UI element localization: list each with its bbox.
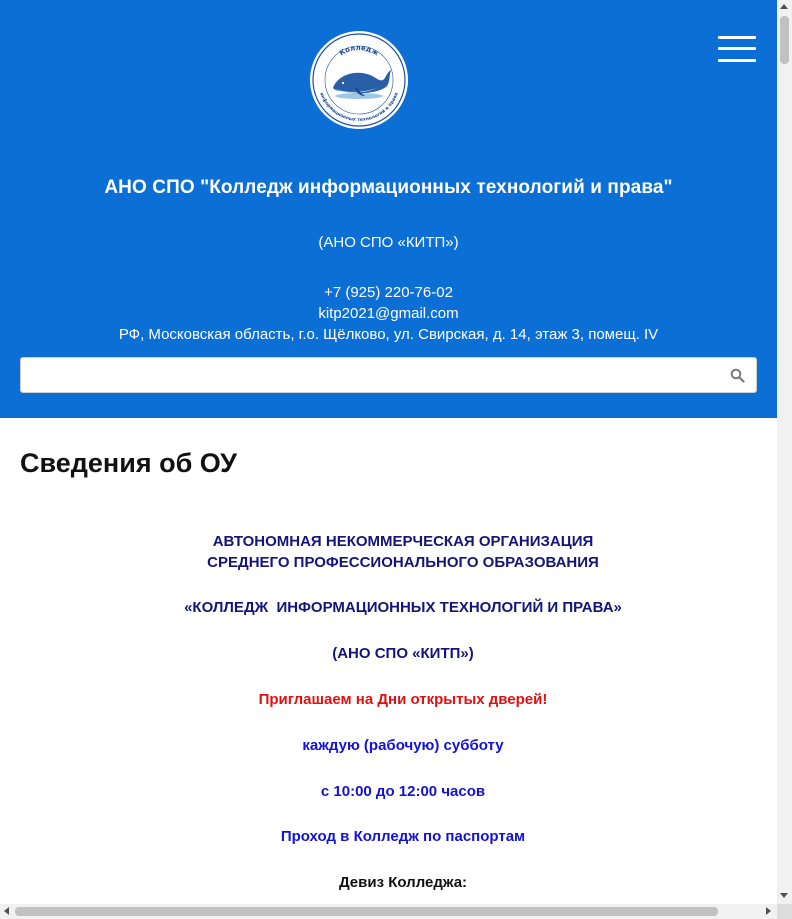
menu-bar [718, 59, 756, 62]
scroll-up-arrow-icon[interactable] [780, 4, 788, 9]
phone-number[interactable]: +7 (925) 220-76-02 [324, 284, 453, 301]
vertical-scrollbar[interactable] [777, 0, 792, 904]
college-abbreviation: (АНО СПО «КИТП») [332, 645, 474, 662]
whale-logo-icon [309, 30, 409, 130]
site-header [0, 0, 777, 418]
entry-note: Проход в Колледж по паспортам [280, 828, 526, 845]
horizontal-scrollbar[interactable] [0, 904, 777, 919]
svg-text:Колледж: Колледж [337, 43, 380, 58]
page-title: Сведения об ОУ [20, 448, 237, 478]
email-address[interactable]: kitp2021@gmail.com [318, 305, 459, 322]
search-box [20, 357, 757, 393]
search-icon[interactable] [730, 368, 745, 383]
org-type-line-2: СРЕДНЕГО ПРОФЕССИОНАЛЬНОГО ОБРАЗОВАНИЯ [207, 554, 599, 571]
search-input[interactable] [27, 362, 717, 388]
scroll-right-arrow-icon[interactable] [766, 907, 771, 915]
schedule-day: каждую (рабочую) субботу [302, 737, 504, 754]
scroll-down-arrow-icon[interactable] [780, 893, 788, 898]
schedule-time: с 10:00 до 12:00 часов [320, 783, 486, 800]
horizontal-scroll-thumb[interactable] [15, 907, 718, 916]
college-full-name: «КОЛЛЕДЖ ИНФОРМАЦИОННЫХ ТЕХНОЛОГИЙ И ПРАВА» [184, 599, 622, 616]
svg-text:информационных технологий и пр: информационных технологий и права [318, 92, 400, 124]
open-days-invitation: Приглашаем на Дни открытых дверей! [258, 691, 548, 708]
org-type-line-1: АВТОНОМНАЯ НЕКОММЕРЧЕСКАЯ ОРГАНИЗАЦИЯ [212, 533, 594, 550]
site-abbreviation: (АНО СПО «КИТП») [318, 234, 459, 251]
vertical-scroll-thumb[interactable] [780, 16, 789, 64]
scroll-left-arrow-icon[interactable] [4, 907, 9, 915]
menu-bar [718, 47, 756, 50]
postal-address: РФ, Московская область, г.о. Щёлково, ул. Свирская, д. 14, этаж 3, помещ. IV [118, 326, 659, 343]
menu-bar [718, 36, 756, 39]
site-title: АНО СПО "Колледж информационных технологий и права" [104, 177, 673, 198]
motto-label: Девиз Колледжа: [338, 874, 468, 891]
scrollbar-corner [777, 904, 792, 919]
college-logo[interactable] [309, 30, 409, 130]
hamburger-menu-icon[interactable] [718, 34, 758, 66]
